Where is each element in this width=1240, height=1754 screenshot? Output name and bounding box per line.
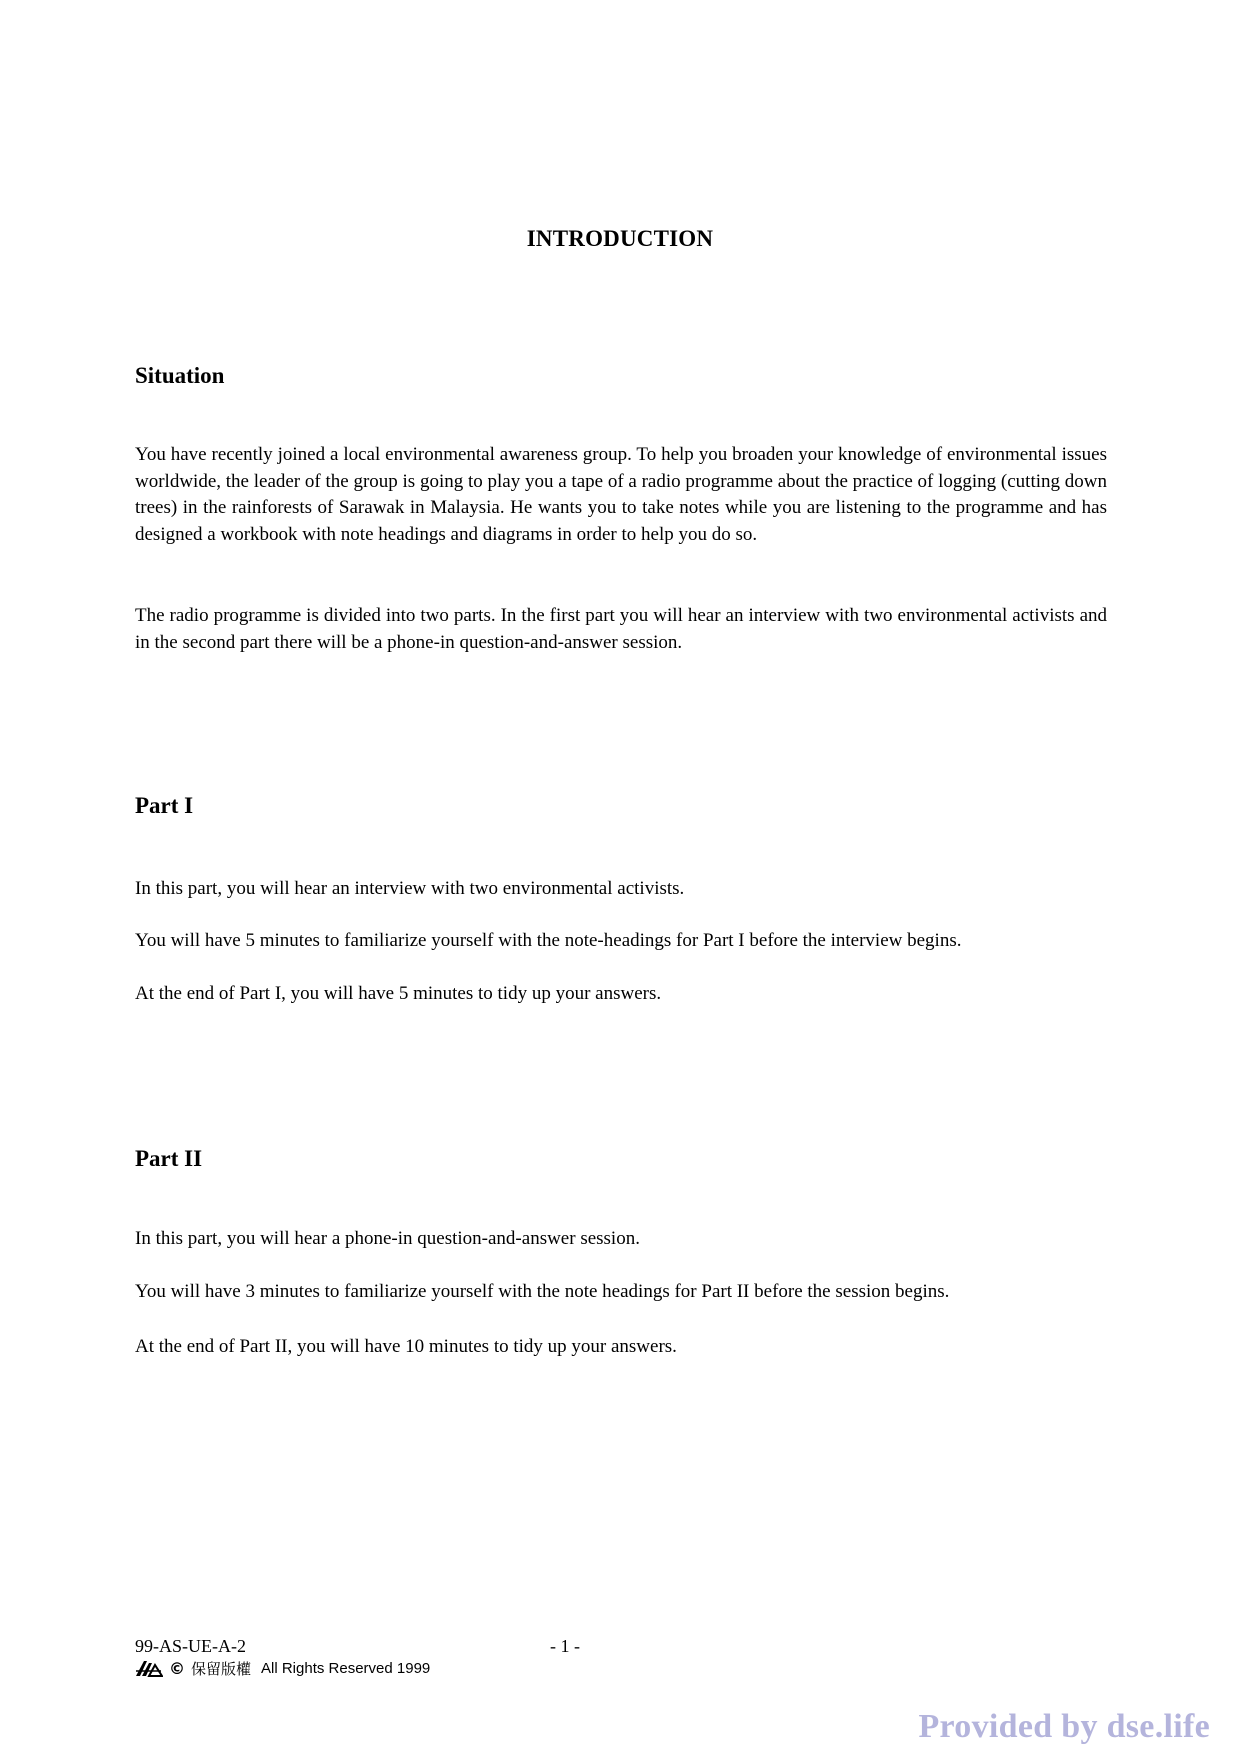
chinese-rights-text: 保留版權 [191,1660,252,1678]
part2-line-1: In this part, you will hear a phone-in question-and-answer session. [135,1228,640,1249]
part1-line-2: You will have 5 minutes to familiarize yourself with the note-headings for Part I before the interview begins. [135,930,962,951]
situation-paragraph-2: The radio programme is divided into two parts. In the first part you will hear an interview with two environmental activists and in the second part there will be a phone-in question-and-answer session. [135,605,1107,653]
situation-paragraph-1: You have recently joined a local environmental awareness group. To help you broaden your knowledge of environmental issues worldwide, the leader of the group is going to play you a tape of a radio programme about the practice of logging (cutting down trees) in the rainforests of Sarawak in Malaysia. He wants you to take notes while you are listening to the programme and has designed a workbook with note headings and diagrams in order to help you do so. [135,444,1107,545]
page-title: INTRODUCTION [526,226,714,251]
part2-line-3: At the end of Part II, you will have 10 minutes to tidy up your answers. [135,1336,677,1357]
paper-code: 99-AS-UE-A-2 [135,1636,246,1656]
copyright-icon: © [169,1658,185,1678]
hkeaa-logo-icon [135,1659,163,1677]
situation-heading: Situation [135,363,225,388]
part1-heading: Part I [135,793,194,818]
part2-heading: Part II [135,1146,203,1171]
part2-line-2: You will have 3 minutes to familiarize yourself with the note headings for Part II before the session begins. [135,1281,950,1302]
page-number: - 1 - [550,1636,580,1656]
part1-line-1: In this part, you will hear an interview with two environmental activists. [135,878,685,899]
source-watermark: Provided by dse.life [918,1708,1210,1745]
rights-text: All Rights Reserved 1999 [261,1659,431,1677]
part1-line-3: At the end of Part I, you will have 5 minutes to tidy up your answers. [135,983,662,1004]
copyright-line [135,1657,430,1679]
